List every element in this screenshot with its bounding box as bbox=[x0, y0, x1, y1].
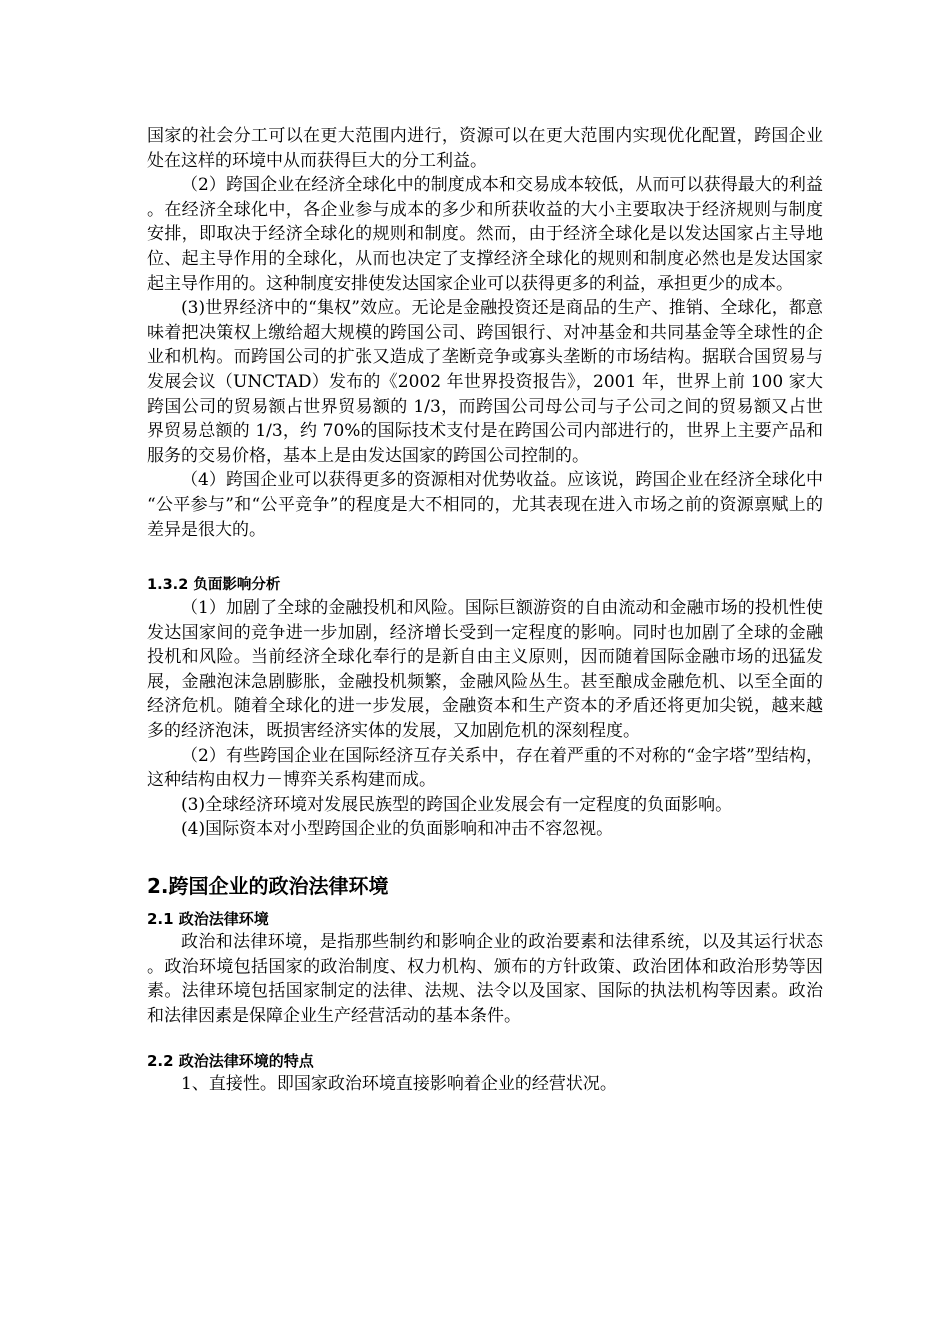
paragraph-negative-2: （2）有些跨国企业在国际经济互存关系中，存在着严重的不对称的“金字塔”型结构，这种结构由权力－博弈关系构建而成。 bbox=[147, 745, 823, 791]
heading-2-2: 2.2 政治法律环境的特点 bbox=[147, 1052, 314, 1071]
heading-2: 2.跨国企业的政治法律环境 bbox=[147, 874, 389, 899]
heading-2-1: 2.1 政治法律环境 bbox=[147, 910, 269, 929]
paragraph-point-2: （2）跨国企业在经济全球化中的制度成本和交易成本较低，从而可以获得最大的利益。在经济全球化中，各企业参与成本的多少和所获收益的大小主要取决于经济规则与制度安排，即取决于经济全球化的规则和制度。然而，由于经济全球化是以发达国家占主导地位、起主导作用的全球化，从而也决定了支撑经济全球化的规则和制度必然也是发达国家起主导作用的。这种制度安排使发达国家企业可以获得更多的利益，承担更少的成本。 bbox=[147, 175, 823, 294]
paragraph-negative-4: (4)国际资本对小型跨国企业的负面影响和冲击不容忽视。 bbox=[181, 819, 614, 840]
paragraph-point-4: （4）跨国企业可以获得更多的资源相对优势收益。应该说，跨国企业在经济全球化中“公平参与”和“公平竞争”的程度是大不相同的，尤其表现在进入市场之前的资源禀赋上的差异是很大的。 bbox=[147, 470, 823, 540]
paragraph-negative-3: (3)全球经济环境对发展民族型的跨国企业发展会有一定程度的负面影响。 bbox=[181, 794, 733, 815]
paragraph-point-3: (3)世界经济中的“集权”效应。无论是金融投资还是商品的生产、推销、全球化，都意味着把决策权上缴给超大规模的跨国公司、跨国银行、对冲基金和共同基金等全球性的企业和机构。而跨国公司的扩张又造成了垄断竞争或寡头垄断的市场结构。据联合国贸易与发展会议（UNCTAD）发布的《2002 年世界投资报告》，2001 年，世界上前 100 家大跨国公司的贸易额占世界贸易额的 1/3，而跨国公司母公司与子公司之间的贸易额又占世界贸易总额的 1/3，约 70%的国际技术支付是在跨国公司内部进行的，世界上主要产品和服务的交易价格，基本上是由发达国家的跨国公司控制的。 bbox=[147, 298, 823, 466]
paragraph-section-2-2-item-1: 1、直接性。即国家政治环境直接影响着企业的经营状况。 bbox=[181, 1074, 617, 1095]
heading-1-3-2: 1.3.2 负面影响分析 bbox=[147, 577, 281, 594]
paragraph-negative-1: （1）加剧了全球的金融投机和风险。国际巨额游资的自由流动和金融市场的投机性使发达国家间的竞争进一步加剧，经济增长受到一定程度的影响。同时也加剧了全球的金融投机和风险。当前经济全球化奉行的是新自由主义原则，因而随着国际金融市场的迅猛发展，金融泡沫急剧膨胀，金融投机频繁，金融风险丛生。甚至酿成金融危机、以至全面的经济危机。随着全球化的进一步发展，金融资本和生产资本的矛盾还将更加尖锐，越来越多的经济泡沫，既损害经济实体的发展，又加剧危机的深刻程度。 bbox=[147, 598, 823, 742]
paragraph-section-2-1: 政治和法律环境，是指那些制约和影响企业的政治要素和法律系统，以及其运行状态。政治环境包括国家的政治制度、权力机构、颁布的方针政策、政治团体和政治形势等因素。法律环境包括国家制定的法律、法规、法令以及国家、国际的执法机构等因素。政治和法律因素是保障企业生产经营活动的基本条件。 bbox=[147, 932, 823, 1026]
paragraph-continuation: 国家的社会分工可以在更大范围内进行，资源可以在更大范围内实现优化配置，跨国企业处在这样的环境中从而获得巨大的分工利益。 bbox=[147, 126, 823, 171]
document-page bbox=[147, 124, 823, 1097]
